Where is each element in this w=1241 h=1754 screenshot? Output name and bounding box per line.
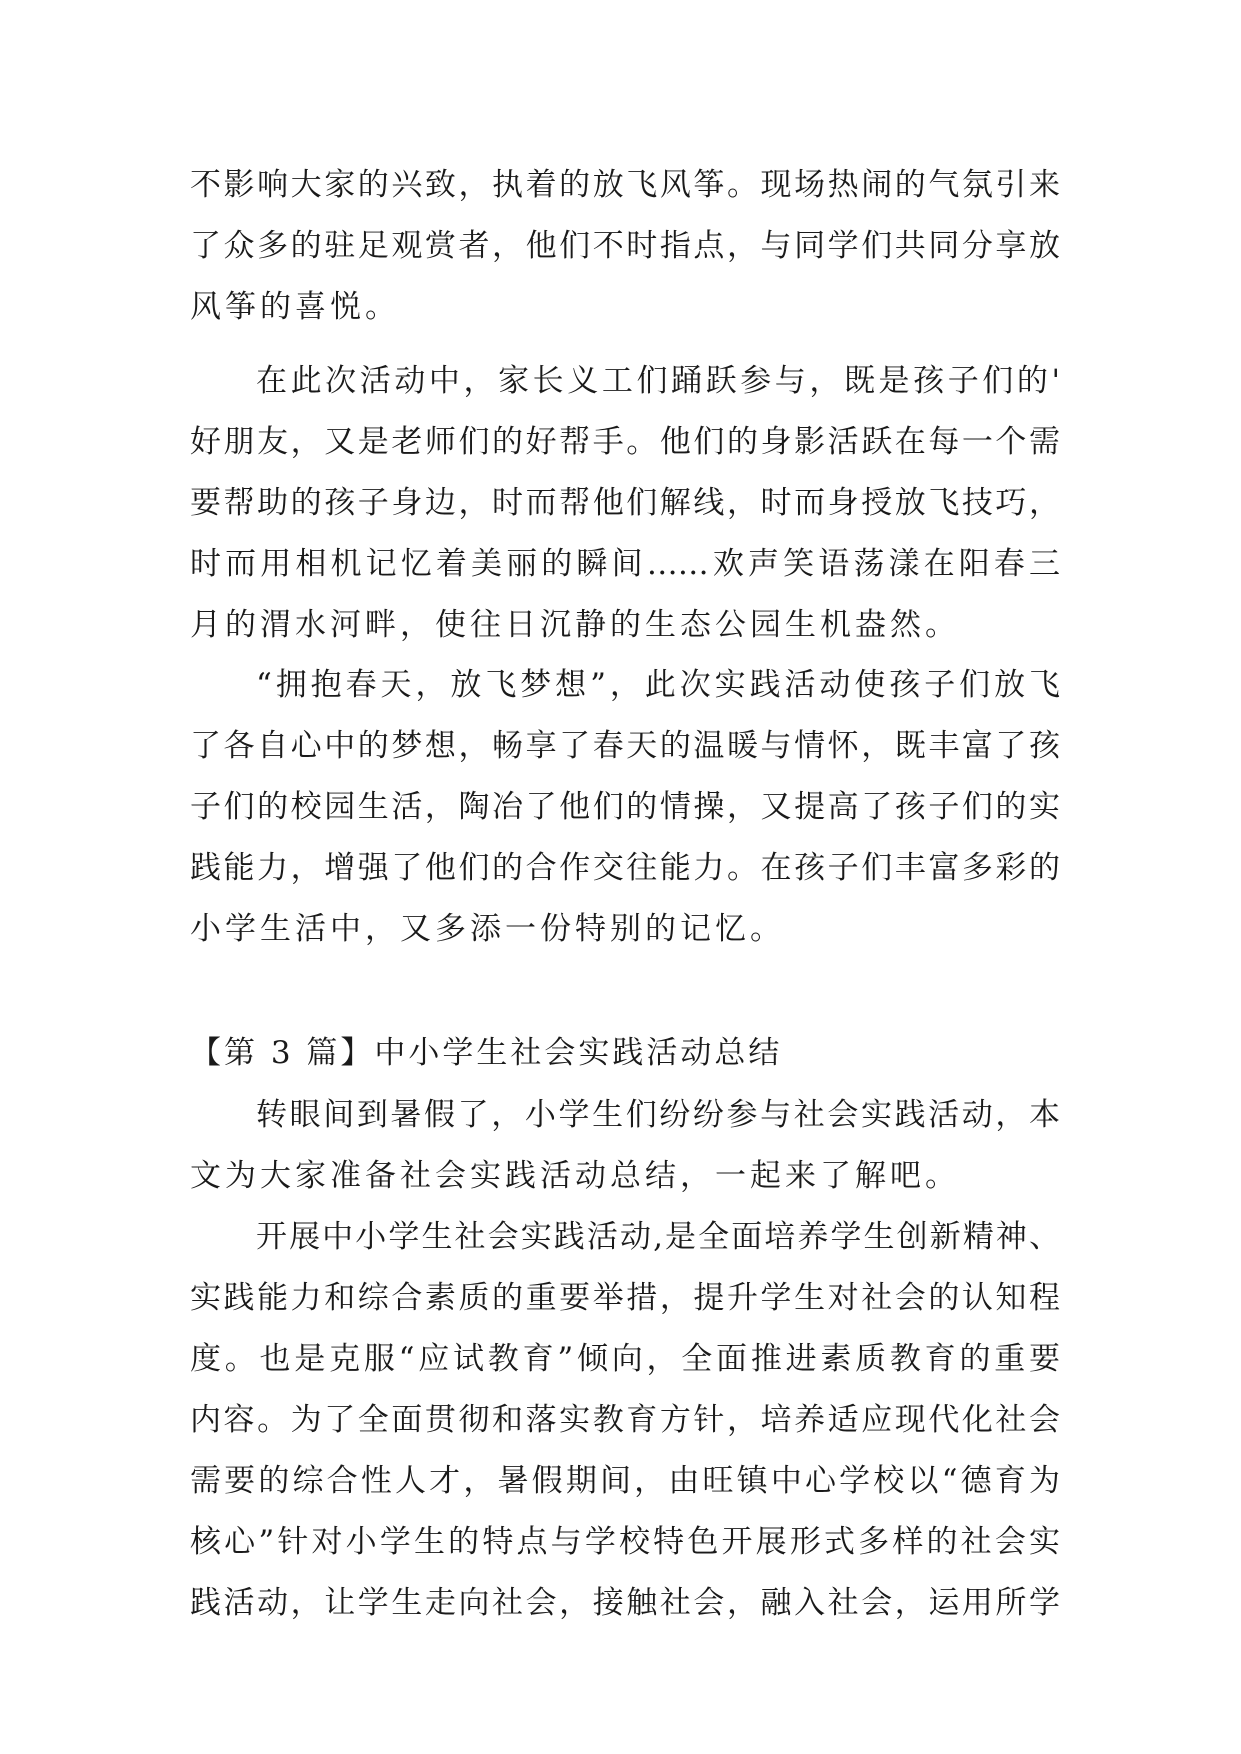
section-paragraph-2-line-1: 开展中小学生社会实践活动,是全面培养学生创新精神、 — [256, 1219, 1060, 1255]
paragraph-3-line-3: 子们的校园生活，陶冶了他们的情操，又提高了孩子们的实 — [190, 789, 1060, 825]
section-title: 【第 3 篇】中小学生社会实践活动总结 — [190, 1035, 783, 1071]
paragraph-3-line-2: 了各自心中的梦想，畅享了春天的温暖与情怀，既丰富了孩 — [190, 728, 1060, 764]
section-paragraph-2-line-2: 实践能力和综合素质的重要举措，提升学生对社会的认知程 — [190, 1280, 1060, 1316]
section-paragraph-2-line-3: 度。也是克服“应试教育”倾向，全面推进素质教育的重要 — [190, 1341, 1060, 1377]
section-paragraph-1-line-1: 转眼间到暑假了，小学生们纷纷参与社会实践活动，本 — [256, 1097, 1060, 1133]
paragraph-1-line-3: 风筝的喜悦。 — [190, 289, 400, 325]
paragraph-1-line-1: 不影响大家的兴致，执着的放飞风筝。现场热闹的气氛引来 — [190, 167, 1060, 203]
paragraph-2-line-5: 月的渭水河畔，使往日沉静的生态公园生机盎然。 — [190, 607, 960, 643]
paragraph-3-line-1: “拥抱春天，放飞梦想”，此次实践活动使孩子们放飞 — [256, 667, 1060, 703]
section-paragraph-2-line-6: 核心”针对小学生的特点与学校特色开展形式多样的社会实 — [190, 1524, 1060, 1560]
section-paragraph-1-line-2: 文为大家准备社会实践活动总结，一起来了解吧。 — [190, 1158, 960, 1194]
section-paragraph-2-line-4: 内容。为了全面贯彻和落实教育方针，培养适应现代化社会 — [190, 1402, 1060, 1438]
section-paragraph-2-line-5: 需要的综合性人才，暑假期间，由旺镇中心学校以“德育为 — [190, 1463, 1060, 1499]
paragraph-2-line-2: 好朋友，又是老师们的好帮手。他们的身影活跃在每一个需 — [190, 424, 1060, 460]
paragraph-2-line-1: 在此次活动中，家长义工们踊跃参与，既是孩子们的' — [256, 363, 1060, 399]
paragraph-3-line-5: 小学生活中，又多添一份特别的记忆。 — [190, 911, 785, 947]
paragraph-1-line-2: 了众多的驻足观赏者，他们不时指点，与同学们共同分享放 — [190, 228, 1060, 264]
paragraph-2-line-4: 时而用相机记忆着美丽的瞬间……欢声笑语荡漾在阳春三 — [190, 546, 1060, 582]
paragraph-2-line-3: 要帮助的孩子身边，时而帮他们解线，时而身授放飞技巧， — [190, 485, 1060, 521]
paragraph-3-line-4: 践能力，增强了他们的合作交往能力。在孩子们丰富多彩的 — [190, 850, 1060, 886]
section-paragraph-2-line-7: 践活动，让学生走向社会，接触社会，融入社会，运用所学 — [190, 1585, 1060, 1621]
